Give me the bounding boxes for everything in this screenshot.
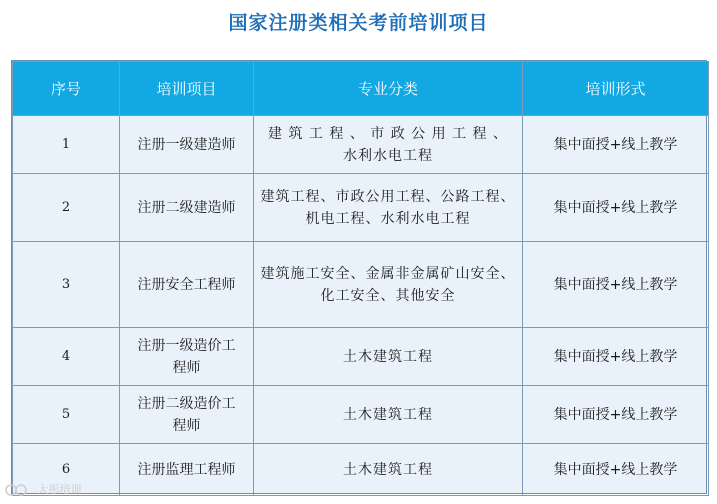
cell-project: 注册监理工程师 [120, 444, 254, 496]
header-format: 培训形式 [523, 62, 709, 116]
training-table-container [11, 60, 707, 494]
cell-format: 集中面授+线上教学 [523, 386, 709, 444]
cell-category: 建筑工程、市政公用工程、公路工程、机电工程、水利水电工程 [254, 174, 523, 242]
header-project: 培训项目 [120, 62, 254, 116]
table-row [13, 242, 709, 328]
table-row [13, 386, 709, 444]
page-title: 国家注册类相关考前培训项目 [228, 12, 489, 34]
table-row [13, 116, 709, 174]
cell-format: 集中面授+线上教学 [523, 444, 709, 496]
watermark-logo-icon [4, 483, 34, 497]
cell-number: 4 [13, 328, 120, 386]
table-header-row [13, 62, 709, 116]
cell-format: 集中面授+线上教学 [523, 116, 709, 174]
cell-category: 建 筑 工 程 、 市 政 公 用 工 程 、 水利水电工程 [254, 116, 523, 174]
cell-number: 5 [13, 386, 120, 444]
cell-number: 3 [13, 242, 120, 328]
cell-category: 建筑施工安全、金属非金属矿山安全、 化工安全、其他安全 [254, 242, 523, 328]
table-row [13, 444, 709, 496]
cell-project: 注册二级造价工程师 [120, 386, 254, 444]
cell-project: 注册一级建造师 [120, 116, 254, 174]
cell-project: 注册安全工程师 [120, 242, 254, 328]
watermark [4, 480, 82, 500]
training-projects-table [12, 61, 709, 496]
cell-format: 集中面授+线上教学 [523, 174, 709, 242]
cell-format: 集中面授+线上教学 [523, 242, 709, 328]
cell-category: 土木建筑工程 [254, 328, 523, 386]
watermark-text: 大彤培训 [37, 483, 82, 496]
cell-project: 注册一级造价工程师 [120, 328, 254, 386]
cell-number: 6 [13, 444, 120, 496]
header-number: 序号 [13, 62, 120, 116]
cell-number: 1 [13, 116, 120, 174]
table-row [13, 174, 709, 242]
cell-project: 注册二级建造师 [120, 174, 254, 242]
header-category: 专业分类 [254, 62, 523, 116]
cell-category: 土木建筑工程 [254, 444, 523, 496]
table-row [13, 328, 709, 386]
cell-format: 集中面授+线上教学 [523, 328, 709, 386]
cell-category: 土木建筑工程 [254, 386, 523, 444]
cell-number: 2 [13, 174, 120, 242]
